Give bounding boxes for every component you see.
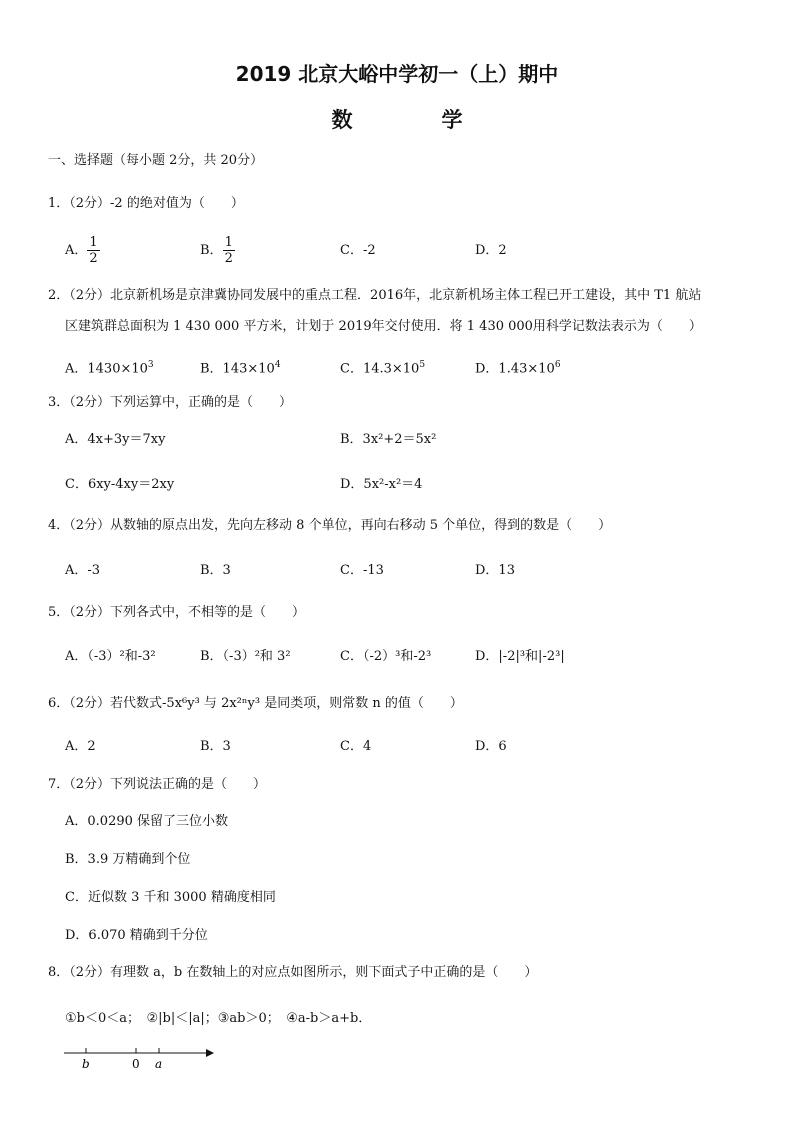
option-label: B．: [200, 243, 223, 258]
exponent: 3: [147, 360, 154, 370]
exam-title: 2019 北京大峪中学初一（上）期中: [235, 62, 559, 86]
question-6-option-b: B．3: [200, 739, 231, 754]
section-heading: 一、选择题（每小题 2分，共 20分）: [48, 153, 264, 168]
option-label: A．: [65, 243, 88, 258]
question-2-option-d: [475, 356, 561, 378]
question-6-option-c: C．4: [340, 739, 372, 754]
option-text: D．1.43×10: [475, 361, 555, 377]
fraction-numerator: 1: [89, 235, 98, 250]
subject-title: 数 学: [331, 108, 497, 132]
question-2-stem-line2: 区建筑群总面积为 1 430 000 平方米，计划于 2019年交付使用．将 1 430 000用科学记数法表示为（ ）: [65, 319, 702, 334]
question-6-stem: 6．（2分）若代数式-5x⁶y³ 与 2x²ⁿy³ 是同类项，则常数 n 的值（ ）: [48, 696, 463, 711]
option-text: B．143×10: [200, 361, 275, 377]
question-4-option-a: A．-3: [65, 563, 101, 578]
fraction-denominator: 2: [89, 251, 98, 266]
exponent: 6: [554, 360, 561, 370]
question-5-option-c: C．（-2）³和-2³: [340, 649, 432, 664]
question-5-option-d: D．|-2|³和|-2³|: [475, 649, 565, 664]
question-4-option-b: B．3: [200, 563, 231, 578]
question-1-option-c: C．-2: [340, 243, 376, 258]
question-3-option-d: D．5x²-x²＝4: [340, 477, 423, 492]
question-7-option-a: A．0.0290 保留了三位小数: [65, 814, 229, 829]
exponent: 5: [419, 360, 426, 370]
fraction: [87, 235, 99, 266]
question-5-option-b: B．（-3）²和 3²: [200, 649, 291, 664]
option-text: C．14.3×10: [340, 361, 420, 377]
question-8-conditions: ①b＜0＜a； ②|b|＜|a|；③ab＞0； ④a-b＞a+b．: [65, 1011, 372, 1026]
question-7-stem: 7．（2分）下列说法正确的是（ ）: [48, 777, 267, 792]
question-1-option-b: [200, 235, 235, 266]
option-text: A．1430×10: [65, 361, 148, 377]
question-4-option-d: D．13: [475, 563, 515, 578]
question-4-stem: 4．（2分）从数轴的原点出发，先向左移动 8 个单位，再向右移动 5 个单位，得到的数是（ ）: [48, 518, 612, 533]
question-2-option-b: [200, 356, 281, 378]
fraction-numerator: 1: [224, 235, 233, 250]
question-4-option-c: C．-13: [340, 563, 384, 578]
question-1-option-d: D．2: [475, 243, 507, 258]
question-7-option-c: C．近似数 3 千和 3000 精确度相同: [65, 890, 276, 905]
question-8-stem: 8．（2分）有理数 a，b 在数轴上的对应点如图所示，则下面式子中正确的是（ ）: [48, 965, 538, 980]
question-1-option-a: [65, 235, 100, 266]
exponent: 4: [274, 360, 281, 370]
question-3-option-b: B．3x²+2＝5x²: [340, 432, 437, 447]
label-a: a: [155, 1057, 163, 1071]
question-6-option-a: A．2: [65, 739, 96, 754]
label-zero: 0: [132, 1057, 140, 1071]
question-3-stem: 3．（2分）下列运算中，正确的是（ ）: [48, 395, 293, 410]
number-line-figure: [62, 1045, 222, 1075]
fraction-denominator: 2: [224, 251, 233, 266]
number-line-arrow-icon: [206, 1049, 214, 1057]
fraction: [223, 235, 235, 266]
question-5-option-a: A．（-3）²和-3²: [65, 649, 156, 664]
question-2-stem-line1: 2．（2分）北京新机场是京津冀协同发展中的重点工程．2016年，北京新机场主体工程已开工建设，其中 T1 航站: [48, 288, 702, 303]
question-6-option-d: D．6: [475, 739, 507, 754]
question-2-option-c: [340, 356, 425, 378]
question-2-option-a: [65, 356, 154, 378]
question-7-option-d: D．6.070 精确到千分位: [65, 928, 208, 943]
question-5-stem: 5．（2分）下列各式中，不相等的是（ ）: [48, 605, 306, 620]
question-7-option-b: B．3.9 万精确到个位: [65, 852, 191, 867]
label-b: b: [82, 1057, 90, 1071]
question-3-option-a: A．4x+3y＝7xy: [65, 432, 166, 447]
question-3-option-c: C．6xy-4xy＝2xy: [65, 477, 175, 492]
question-1-stem: 1．（2分）-2 的绝对值为（ ）: [48, 196, 244, 211]
